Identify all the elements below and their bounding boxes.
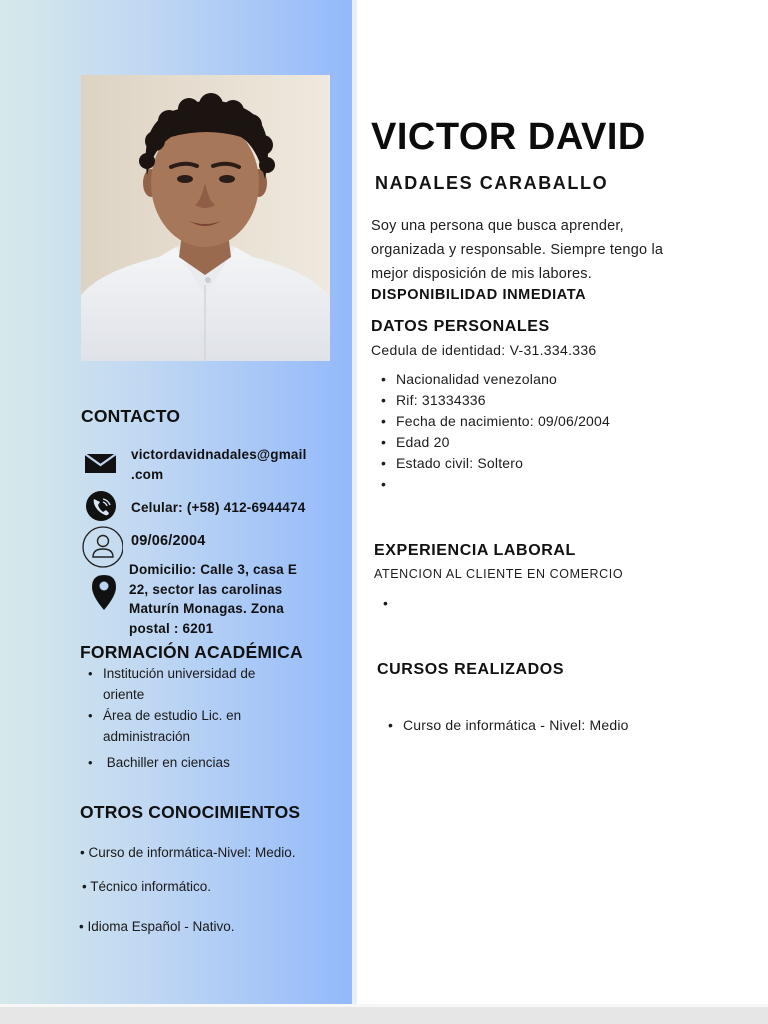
- sidebar-edge: [352, 0, 357, 1004]
- other-knowledge-item: • Idioma Español - Nativo.: [79, 919, 235, 934]
- resume-last-name: NADALES CARABALLO: [375, 173, 609, 193]
- list-item: • Edad 20: [372, 432, 692, 453]
- education-title: FORMACIÓN ACADÉMICA: [80, 642, 303, 662]
- contact-address: Domicilio: Calle 3, casa E 22, sector las carolinas Maturín Monagas. Zona postal : 6201: [129, 562, 298, 636]
- list-item: [374, 593, 674, 614]
- list-item: • Rif: 31334336: [372, 390, 692, 411]
- list-item: • Curso de informática - Nivel: Medio: [379, 715, 699, 736]
- contact-title: CONTACTO: [81, 406, 181, 426]
- page-bottom-strip: [0, 1004, 768, 1024]
- contact-birthdate: 09/06/2004: [131, 533, 206, 549]
- list-item: • Fecha de nacimiento: 09/06/2004: [372, 411, 692, 432]
- contact-email-row: [81, 445, 351, 485]
- id-number: Cedula de identidad: V-31.334.336: [371, 342, 597, 358]
- personal-data-list: [372, 369, 692, 495]
- courses-list: [379, 715, 699, 736]
- other-knowledge-item: • Curso de informática-Nivel: Medio.: [80, 845, 296, 860]
- contact-phone-row: [81, 490, 351, 524]
- envelope-icon: [81, 445, 123, 483]
- list-item: • Área de estudio Lic. en administración: [81, 705, 341, 747]
- contact-phone[interactable]: Celular: (+58) 412-6944474: [131, 500, 306, 515]
- other-knowledge-title: OTROS CONOCIMIENTOS: [80, 802, 301, 822]
- list-item: • Nacionalidad venezolano: [372, 369, 692, 390]
- contact-address-row: [81, 560, 351, 638]
- other-knowledge-item: • Técnico informático.: [82, 879, 212, 894]
- contact-email[interactable]: victordavidnadales@gmail .com: [131, 447, 307, 482]
- phone-icon: [81, 490, 123, 528]
- list-item: • Estado civil: Soltero: [372, 453, 692, 474]
- resume-first-name: VICTOR DAVID: [371, 116, 646, 158]
- courses-title: CURSOS REALIZADOS: [377, 661, 565, 678]
- profile-summary: Soy una persona que busca aprender, organizada y responsable. Siempre tengo la mejor disposición de mis labores.: [371, 218, 664, 282]
- experience-title: EXPERIENCIA LABORAL: [374, 542, 576, 559]
- experience-list: [374, 593, 674, 614]
- experience-role: ATENCION AL CLIENTE EN COMERCIO: [374, 567, 624, 581]
- availability-label: DISPONIBILIDAD INMEDIATA: [371, 287, 587, 303]
- person-icon: [81, 526, 123, 564]
- list-item: • Institución universidad de oriente: [81, 663, 341, 705]
- list-item: • Bachiller en ciencias: [81, 752, 341, 773]
- education-list: [81, 663, 341, 773]
- list-item: [372, 474, 692, 495]
- personal-data-title: DATOS PERSONALES: [371, 318, 550, 335]
- location-pin-icon: [81, 574, 123, 612]
- profile-photo: [81, 75, 330, 361]
